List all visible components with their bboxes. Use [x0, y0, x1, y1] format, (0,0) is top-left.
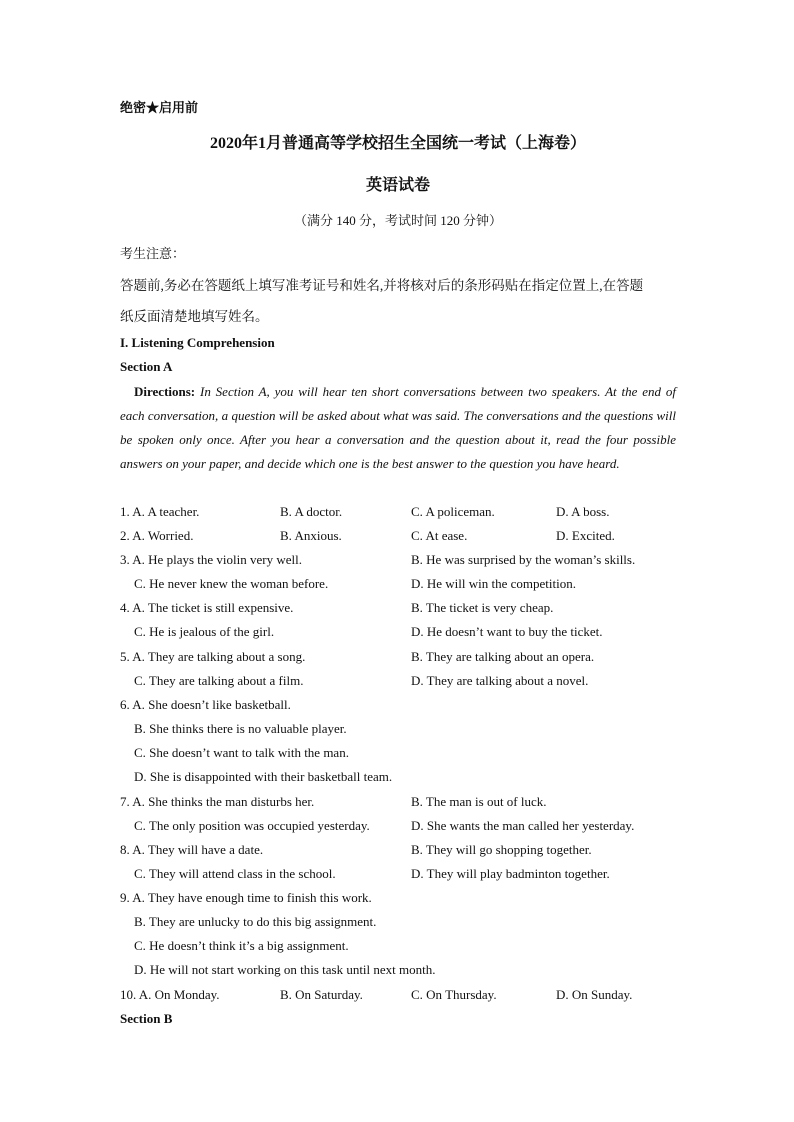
option-c: C. She doesn’t want to talk with the man.	[134, 745, 349, 760]
option-d: D. She is disappointed with their basketball team.	[134, 769, 393, 784]
option-b: B. The ticket is very cheap.	[411, 600, 554, 615]
option-a: 3. A. He plays the violin very well.	[120, 552, 302, 567]
notice-line-1: 答题前,务必在答题纸上填写准考证号和姓名,并将核对后的条形码贴在指定位置上,在答题	[120, 278, 644, 293]
option-c: C. He never knew the woman before.	[134, 576, 329, 591]
option-a: 7. A. She thinks the man disturbs her.	[120, 794, 315, 809]
option-c: C. He is jealous of the girl.	[134, 624, 275, 639]
confidential-mark: 绝密★启用前	[120, 100, 199, 115]
question-9-row-4	[120, 962, 676, 986]
question-1	[120, 504, 676, 528]
section-b-heading: Section B	[120, 1011, 173, 1026]
option-b: B. They are talking about an opera.	[411, 649, 595, 664]
question-6-row-1	[120, 697, 676, 721]
option-b: B. They are unlucky to do this big assignment.	[134, 914, 377, 929]
question-5-row-1	[120, 649, 676, 673]
question-9-row-3	[120, 938, 676, 962]
question-6-row-4	[120, 769, 676, 793]
question-3-row-1	[120, 552, 676, 576]
notice-label: 考生注意：	[120, 246, 186, 261]
option-d: D. She wants the man called her yesterday.	[411, 818, 635, 833]
option-d: D. On Sunday.	[556, 987, 633, 1002]
option-c: C. A policeman.	[411, 504, 495, 519]
exam-meta: （满分 140 分，考试时间 120 分钟）	[293, 213, 502, 228]
notice-line-2: 纸反面清楚地填写姓名。	[120, 309, 269, 324]
option-d: D. Excited.	[556, 528, 615, 543]
part-heading: I. Listening Comprehension	[120, 335, 275, 350]
option-b: B. She thinks there is no valuable player.	[134, 721, 347, 736]
question-6-row-3	[120, 745, 676, 769]
option-b: B. He was surprised by the woman’s skills.	[411, 552, 636, 567]
option-a: 8. A. They will have a date.	[120, 842, 264, 857]
exam-subtitle: 英语试卷	[365, 177, 430, 194]
exam-title: 2020年1月普通高等学校招生全国统一考试（上海卷）	[209, 135, 586, 152]
question-8-row-1	[120, 842, 676, 866]
option-c: C. They will attend class in the school.	[134, 866, 336, 881]
directions-text: In Section A, you will hear ten short conversations between two speakers. At the end of each conversation, a question will be asked about what was said. The conversations and the questions will be spoken only once. After you hear a conversation and the question about it, read the four possible answers on your paper, and decide which one is the best answer to the question you have heard.	[120, 384, 676, 471]
option-b: B. Anxious.	[280, 528, 342, 543]
option-b: B. A doctor.	[280, 504, 343, 519]
option-d: D. A boss.	[556, 504, 610, 519]
option-d: D. They will play badminton together.	[411, 866, 610, 881]
question-7-row-2	[120, 818, 676, 842]
question-3-row-2	[120, 576, 676, 600]
question-4-row-2	[120, 624, 676, 648]
option-b: B. They will go shopping together.	[411, 842, 592, 857]
question-6-row-2	[120, 721, 676, 745]
question-10	[120, 987, 676, 1011]
option-a: 10. A. On Monday.	[120, 987, 220, 1002]
option-d: D. He will win the competition.	[411, 576, 577, 591]
option-d: D. He will not start working on this task until next month.	[134, 962, 436, 977]
option-b: B. The man is out of luck.	[411, 794, 547, 809]
option-c: C. They are talking about a film.	[134, 673, 304, 688]
question-9-row-1	[120, 890, 676, 914]
question-9-row-2	[120, 914, 676, 938]
option-a: 2. A. Worried.	[120, 528, 194, 543]
option-d: D. They are talking about a novel.	[411, 673, 589, 688]
option-a: 6. A. She doesn’t like basketball.	[120, 697, 291, 712]
section-a-heading: Section A	[120, 359, 173, 374]
directions-paragraph	[120, 380, 676, 476]
question-5-row-2	[120, 673, 676, 697]
directions-label: Directions:	[134, 384, 196, 399]
question-8-row-2	[120, 866, 676, 890]
option-a: 9. A. They have enough time to finish this work.	[120, 890, 372, 905]
question-2	[120, 528, 676, 552]
option-c: C. On Thursday.	[411, 987, 497, 1002]
option-d: D. He doesn’t want to buy the ticket.	[411, 624, 603, 639]
question-7-row-1	[120, 794, 676, 818]
option-c: C. He doesn’t think it’s a big assignment.	[134, 938, 349, 953]
question-4-row-1	[120, 600, 676, 624]
option-a: 5. A. They are talking about a song.	[120, 649, 306, 664]
option-a: 4. A. The ticket is still expensive.	[120, 600, 294, 615]
option-c: C. At ease.	[411, 528, 468, 543]
option-c: C. The only position was occupied yesterday.	[134, 818, 370, 833]
option-a: 1. A. A teacher.	[120, 504, 200, 519]
option-b: B. On Saturday.	[280, 987, 363, 1002]
